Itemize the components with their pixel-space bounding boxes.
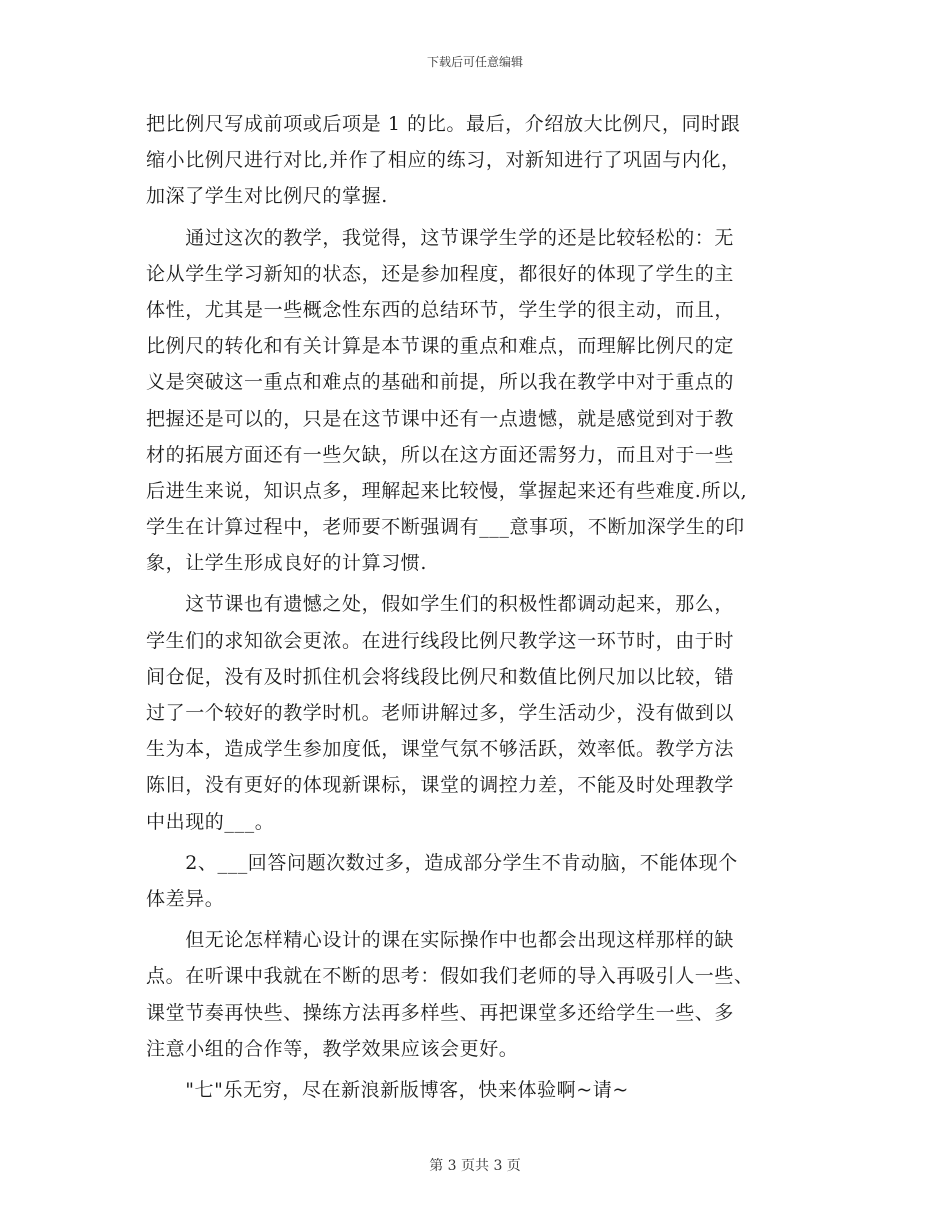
paragraph	[146, 586, 806, 839]
text-line: 课堂节奏再快些、操练方法再多样些、再把课堂多还给学生一些、多	[146, 1001, 735, 1024]
paragraph	[146, 922, 806, 1067]
text-line: 间仓促，没有及时抓住机会将线段比例尺和数值比例尺加以比较，错	[146, 665, 735, 688]
text-line: 象，让学生形成良好的计算习惯.	[146, 552, 428, 575]
text-line: 过了一个较好的教学时机。老师讲解过多，学生活动少，没有做到以	[146, 702, 735, 724]
text-line: 注意小组的合作等，教学效果应该会更好。	[146, 1037, 519, 1060]
text-line: 把握还是可以的，只是在这节课中还有一点遗憾，就是感觉到对于教	[146, 407, 735, 430]
text-line: 后进生来说，知识点多，理解起来比较慢，掌握起来还有些难度.所以,	[146, 479, 748, 502]
text-line: 中出现的___。	[146, 810, 275, 833]
text-line: 点。在听课中我就在不断的思考：假如我们老师的导入再吸引人一些、	[146, 965, 754, 988]
text-line: 缩小比例尺进行对比,并作了相应的练习，对新知进行了巩固与内化，	[146, 149, 741, 172]
paragraph	[146, 845, 806, 917]
page-footer: 第 3 页共 3 页	[429, 1158, 521, 1174]
text-line: 体性，尤其是一些概念性东西的总结环节，学生学的很主动，而且，	[146, 298, 735, 321]
text-line: 但无论怎样精心设计的课在实际操作中也都会出现这样那样的缺	[146, 929, 735, 952]
text-line: 论从学生学习新知的状态，还是参加程度，都很好的体现了学生的主	[146, 262, 735, 285]
text-line: 比例尺的转化和有关计算是本节课的重点和难点，而理解比例尺的定	[146, 335, 735, 358]
text-line: 生为本，造成学生参加度低，课堂气氛不够活跃，效率低。教学方法	[146, 738, 735, 761]
paragraph	[146, 106, 806, 215]
text-line: 材的拓展方面还有一些欠缺，所以在这方面还需努力，而且对于一些	[146, 443, 735, 466]
text-line: 义是突破这一重点和难点的基础和前提，所以我在教学中对于重点的	[146, 371, 735, 394]
text-line: 体差异。	[146, 887, 225, 910]
text-line: 2、___回答问题次数过多，造成部分学生不肯动脑，不能体现个	[146, 851, 738, 874]
text-line: 通过这次的教学，我觉得，这节课学生学的还是比较轻松的：无	[146, 226, 735, 249]
text-line: 把比例尺写成前项或后项是 1 的比。最后，介绍放大比例尺，同时跟	[146, 113, 741, 135]
document-body	[146, 106, 806, 1108]
text-line: 学生们的求知欲会更浓。在进行线段比例尺教学这一环节时，由于时	[146, 629, 735, 652]
text-line: 这节课也有遗憾之处，假如学生们的积极性都调动起来，那么，	[146, 593, 735, 616]
page-header: 下载后可任意编辑	[426, 55, 523, 69]
text-line: 学生在计算过程中，老师要不断强调有___意事项，不断加深学生的印	[146, 516, 745, 539]
paragraph	[146, 220, 806, 582]
text-line: "七"乐无穷，尽在新浪新版博客，快来体验啊~请~	[146, 1078, 629, 1101]
text-line: 加深了学生对比例尺的掌握.	[146, 185, 388, 208]
paragraph	[146, 1072, 806, 1108]
text-line: 陈旧，没有更好的体现新课标，课堂的调控力差，不能及时处理教学	[146, 774, 735, 797]
